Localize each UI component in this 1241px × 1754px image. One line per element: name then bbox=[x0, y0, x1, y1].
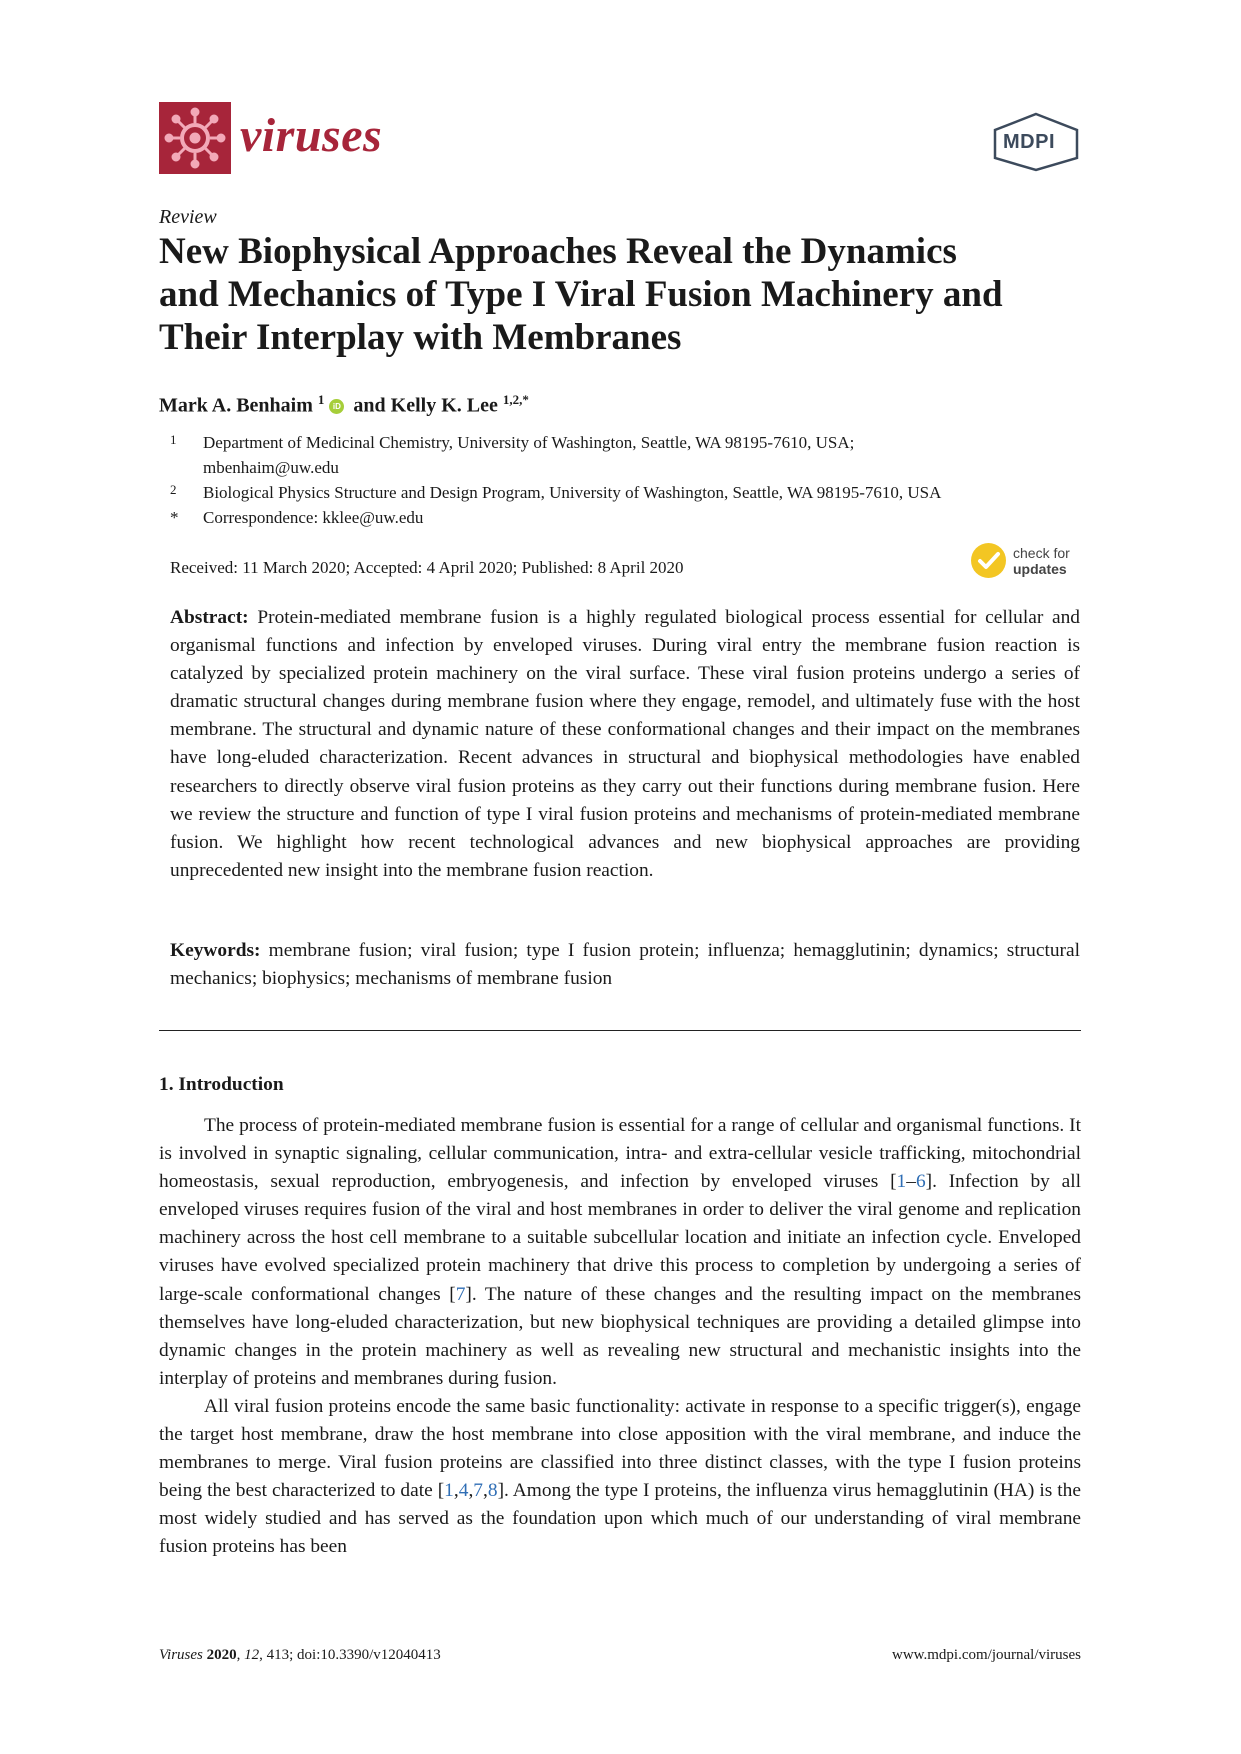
citation-link[interactable]: 7 bbox=[473, 1480, 483, 1502]
correspondence-text: Correspondence: kklee@uw.edu bbox=[203, 508, 424, 527]
author-connector: and bbox=[353, 394, 386, 417]
title-line: New Biophysical Approaches Reveal the Dynamics bbox=[159, 231, 957, 272]
abstract-text: Protein-mediated membrane fusion is a highly regulated biological process essential for cellular and organismal functions and infection by enveloped viruses. During viral entry the membrane fusion reaction is catalyzed by specialized protein machinery on the viral surface. These viral fusion proteins undergo a series of dramatic structural changes during membrane fusion where they engage, remodel, and ultimately fuse with the host membrane. The structural and dynamic nature of these conformational changes and their impact on the membranes have long-eluded characterization. Recent advances in structural and biophysical methodologies have enabled researchers to directly observe viral fusion proteins as they carry out their functions during membrane fusion. Here we review the structure and function of type I viral fusion proteins and mechanisms of protein-mediated membrane fusion. We highlight how recent technological advances and new biophysical approaches are providing unprecedented new insight into the membrane fusion reaction. bbox=[170, 607, 1080, 881]
introduction-body bbox=[159, 1112, 1081, 1562]
affiliation-email[interactable]: mbenhaim@uw.edu bbox=[203, 458, 339, 477]
virus-icon bbox=[159, 102, 231, 174]
check-for-label: check for bbox=[1013, 545, 1070, 561]
author-name[interactable]: Kelly K. Lee bbox=[390, 394, 498, 417]
title-line: Their Interplay with Membranes bbox=[159, 317, 682, 358]
article-type: Review bbox=[159, 206, 217, 228]
orcid-icon[interactable]: iD bbox=[329, 399, 344, 414]
footer-volume: 12 bbox=[244, 1647, 260, 1663]
journal-header bbox=[159, 102, 1081, 174]
author-list bbox=[159, 392, 529, 418]
citation-footer: Viruses 2020, 12, 413; doi:10.3390/v12040413 bbox=[159, 1647, 441, 1663]
paragraph-text: All viral fusion proteins encode the same basic functionality: activate in response to a specific trigger(s), engage the target host membrane, draw the host membrane into close apposition with the viral membrane, and induce the membranes to merge. Viral fusion proteins are classified into three distinct classes, with the type I fusion proteins being the best characterized to date [ bbox=[159, 1395, 1081, 1502]
footer-journal: Viruses bbox=[159, 1647, 203, 1663]
section-divider bbox=[159, 1030, 1081, 1031]
publisher-name: MDPI bbox=[1003, 131, 1055, 153]
checkmark-icon bbox=[971, 543, 1006, 578]
citation-link[interactable]: 8 bbox=[487, 1480, 498, 1502]
abstract bbox=[170, 604, 1080, 885]
citation-link[interactable]: 1 bbox=[896, 1171, 907, 1193]
paragraph bbox=[159, 1112, 1081, 1393]
footer-doi: , 413; doi:10.3390/v12040413 bbox=[259, 1647, 441, 1663]
affiliation-item bbox=[170, 505, 1100, 530]
citation-link[interactable]: 6 bbox=[915, 1171, 926, 1193]
section-heading: 1. Introduction bbox=[159, 1074, 284, 1095]
affiliation-text: Biological Physics Structure and Design Program, University of Washington, Seattle, WA 98195-7610, USA bbox=[203, 483, 942, 502]
keywords-label: Keywords: bbox=[170, 940, 261, 961]
citation-link[interactable]: 1 bbox=[444, 1480, 454, 1502]
affiliations bbox=[170, 430, 1100, 530]
affiliation-item bbox=[170, 480, 1100, 505]
author-affil-mark: 1,2,* bbox=[502, 392, 529, 407]
citation-range-dash: – bbox=[906, 1171, 916, 1193]
paragraph: All viral fusion proteins encode the same basic functionality: activate in response to a specific trigger(s), engage the target host membrane, draw the host membrane into close apposition with the viral membrane, and induce the membranes to merge. Viral fusion proteins are classified into three distinct classes, with the type I fusion proteins being the best characterized to date [1,4,7,8]. Among the type I proteins, the influenza virus hemagglutinin (HA) is the most widely studied and has served as the foundation upon which much of our understanding of viral membrane fusion proteins has been bbox=[159, 1395, 1081, 1558]
journal-logo bbox=[159, 102, 231, 174]
keywords bbox=[170, 937, 1080, 993]
paragraph-text: ]. Infection by all enveloped viruses requires fusion of the viral and host membranes in order to deliver the viral genome and replication machinery across the host cell membrane to a suitable subcellular location and initiate an infection cycle. Enveloped viruses have evolved specialized protein machinery that drive this process to completion by undergoing a series of large-scale conformational changes [ bbox=[159, 1171, 1081, 1305]
journal-name: viruses bbox=[240, 109, 383, 162]
citation-link[interactable]: 4 bbox=[458, 1480, 469, 1502]
affiliation-mark: 1 bbox=[170, 432, 177, 447]
affiliation-address: Department of Medicinal Chemistry, University of Washington, Seattle, WA 98195-7610, USA; bbox=[203, 433, 855, 452]
paragraph-text: The process of protein-mediated membrane fusion is essential for a range of cellular and organismal functions. It is involved in synaptic signaling, cellular communication, intra- and extra-cellular vesicle trafficking, mitochondrial homeostasis, sexual reproduction, embryogenesis, and infection by enveloped viruses [ bbox=[159, 1115, 1081, 1193]
publisher-logo bbox=[991, 112, 1081, 172]
updates-label: updates bbox=[1013, 561, 1067, 577]
title-line: and Mechanics of Type I Viral Fusion Machinery and bbox=[159, 274, 1003, 315]
affiliation-mark: 2 bbox=[170, 482, 177, 497]
check-for-updates-button[interactable] bbox=[971, 542, 1081, 582]
author-affil-mark: 1 bbox=[317, 392, 325, 407]
author-name[interactable]: Mark A. Benhaim bbox=[159, 394, 313, 417]
footer-year: 2020 bbox=[206, 1647, 237, 1663]
publication-dates: Received: 11 March 2020; Accepted: 4 April 2020; Published: 8 April 2020 bbox=[170, 558, 684, 577]
affiliation-mark: * bbox=[170, 508, 179, 527]
affiliation-item bbox=[170, 430, 1100, 480]
article-title bbox=[159, 230, 1099, 359]
keywords-text: membrane fusion; viral fusion; type I fusion protein; influenza; hemagglutinin; dynamics; structural mechanics; biophysics; mechanisms of membrane fusion bbox=[170, 940, 1080, 989]
paragraph-text: ]. The nature of these changes and the resulting impact on the membranes themselves have long-eluded characterization, but new biophysical techniques are providing a detailed glimpse into dynamic changes in the protein machinery as well as revealing new structural and mechanistic insights into the interplay of proteins and membranes during fusion. bbox=[159, 1283, 1081, 1389]
paragraph-text: ]. Among the type I proteins, the influenza virus hemagglutinin (HA) is the most widely studied and has served as the foundation upon which much of our understanding of viral membrane fusion proteins has been bbox=[159, 1480, 1081, 1558]
abstract-label: Abstract: bbox=[170, 607, 249, 628]
affiliation-text bbox=[203, 430, 854, 480]
citation-link[interactable]: 7 bbox=[455, 1283, 466, 1305]
journal-url[interactable]: www.mdpi.com/journal/viruses bbox=[891, 1647, 1081, 1663]
